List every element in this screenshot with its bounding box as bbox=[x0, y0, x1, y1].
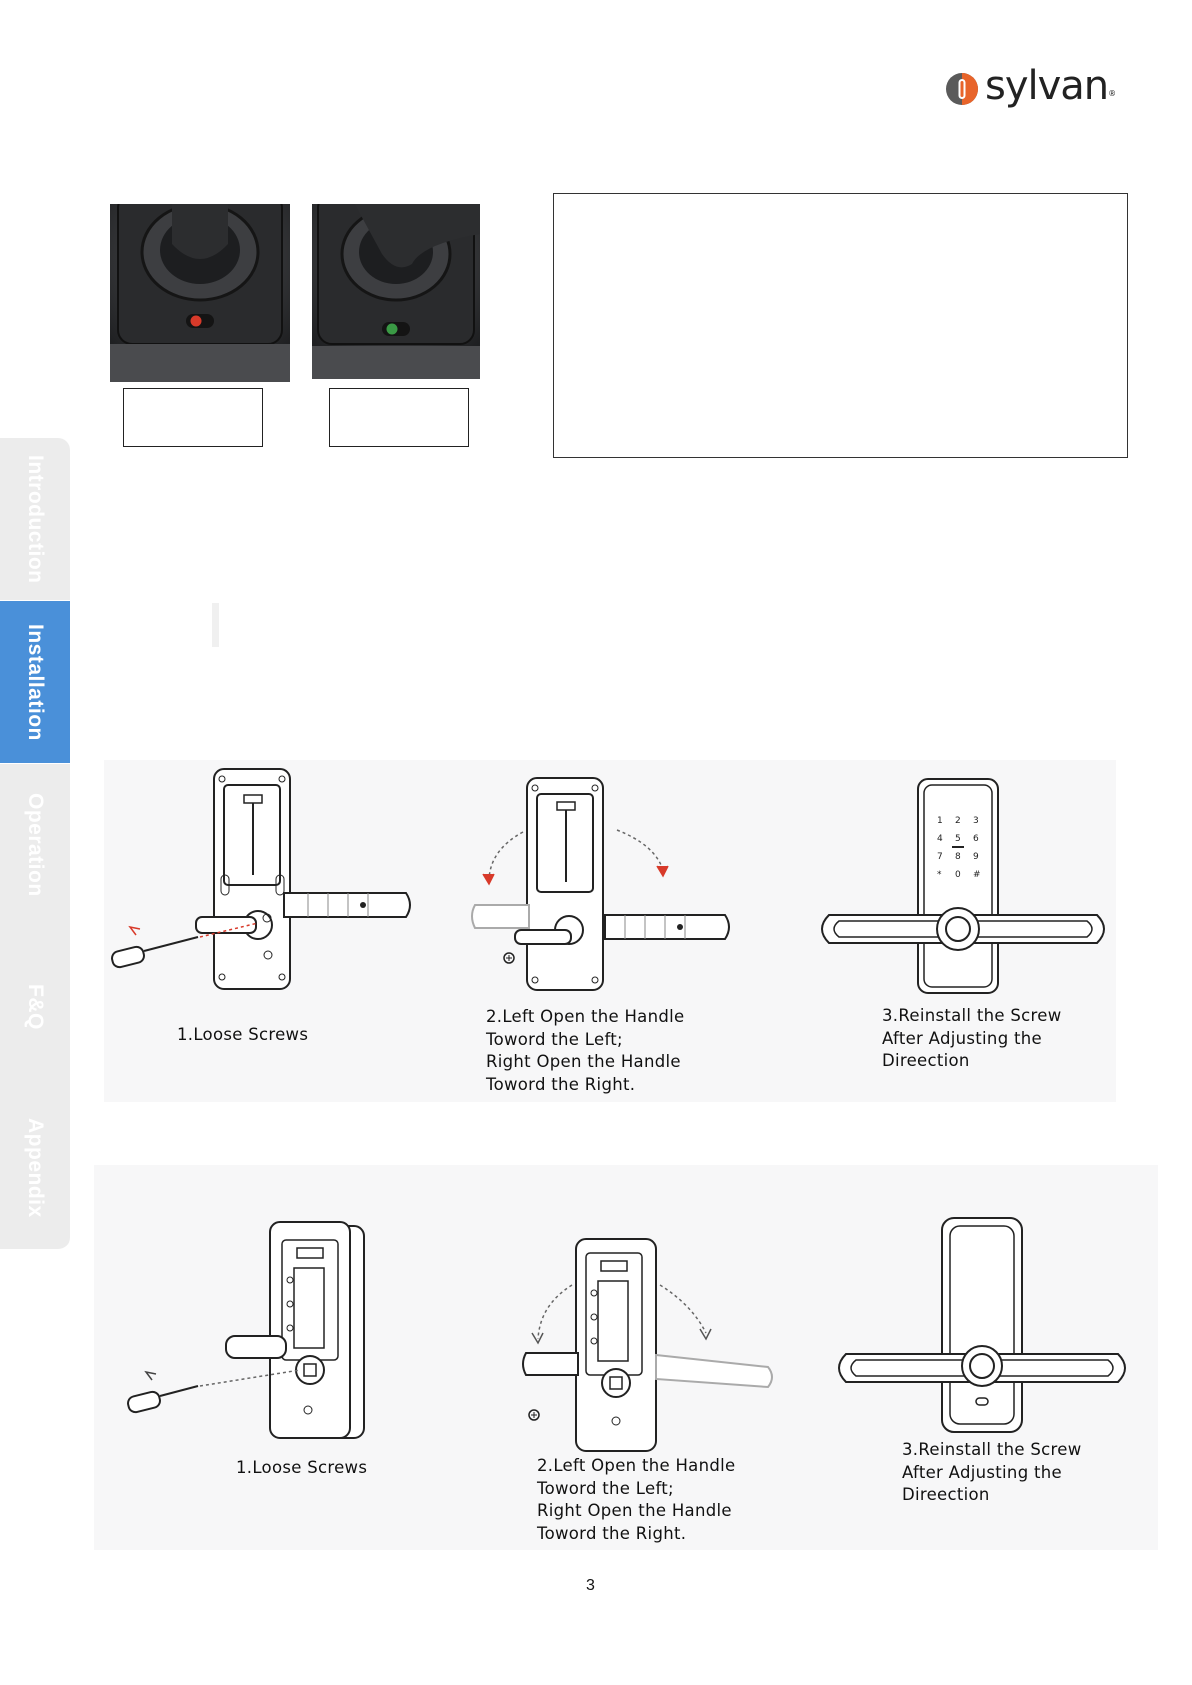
top-step2-illustration bbox=[475, 770, 735, 995]
top-step1-illustration bbox=[108, 765, 428, 995]
brand-name: sylvan® bbox=[985, 63, 1116, 109]
top-step1-caption: 1.Loose Screws bbox=[177, 1025, 309, 1044]
svg-text:4: 4 bbox=[937, 834, 943, 844]
svg-text:2: 2 bbox=[955, 816, 961, 826]
svg-text:8: 8 bbox=[955, 852, 961, 862]
tab-appendix[interactable]: Appendix bbox=[0, 1087, 70, 1250]
svg-text:3: 3 bbox=[973, 816, 979, 826]
svg-text:*: * bbox=[937, 870, 942, 880]
section-accent-bar bbox=[212, 603, 219, 647]
tab-operation[interactable]: Operation bbox=[0, 764, 70, 927]
locked-label-box bbox=[123, 388, 263, 447]
svg-text:6: 6 bbox=[973, 834, 979, 844]
svg-text:1: 1 bbox=[937, 816, 943, 826]
red-indicator-icon bbox=[191, 316, 202, 327]
bottom-step2-illustration bbox=[520, 1235, 780, 1455]
sylvan-logo bbox=[945, 63, 1135, 110]
sylvan-logo-mark-icon bbox=[945, 72, 979, 106]
top-step3-illustration bbox=[815, 775, 1111, 995]
top-step3-caption: 3.Reinstall the Screw After Adjusting the Direection bbox=[882, 1006, 1062, 1070]
bottom-step3-illustration bbox=[832, 1214, 1132, 1434]
tab-faq[interactable]: F&Q bbox=[0, 926, 70, 1089]
tab-introduction[interactable]: Introduction bbox=[0, 438, 70, 601]
bottom-step3-caption: 3.Reinstall the Screw After Adjusting the Direection bbox=[902, 1440, 1082, 1504]
bottom-step1-caption: 1.Loose Screws bbox=[236, 1458, 368, 1477]
bottom-step1-illustration bbox=[122, 1220, 382, 1445]
svg-text:#: # bbox=[973, 870, 981, 880]
svg-text:7: 7 bbox=[937, 852, 943, 862]
unlocked-indicator-photo bbox=[312, 204, 480, 379]
note-box bbox=[553, 193, 1128, 458]
unlocked-label-box bbox=[329, 388, 469, 447]
tab-installation[interactable]: Installation bbox=[0, 601, 70, 764]
svg-text:0: 0 bbox=[955, 870, 961, 880]
green-indicator-icon bbox=[387, 324, 398, 335]
locked-indicator-photo bbox=[110, 204, 290, 382]
top-step2-caption: 2.Left Open the Handle Toword the Left; Right Open the Handle Toword the Right. bbox=[486, 1007, 685, 1094]
page-number: 3 bbox=[586, 1577, 595, 1594]
svg-text:9: 9 bbox=[973, 852, 979, 862]
bottom-step2-caption: 2.Left Open the Handle Toword the Left; Right Open the Handle Toword the Right. bbox=[537, 1456, 736, 1543]
svg-text:5: 5 bbox=[955, 834, 961, 844]
